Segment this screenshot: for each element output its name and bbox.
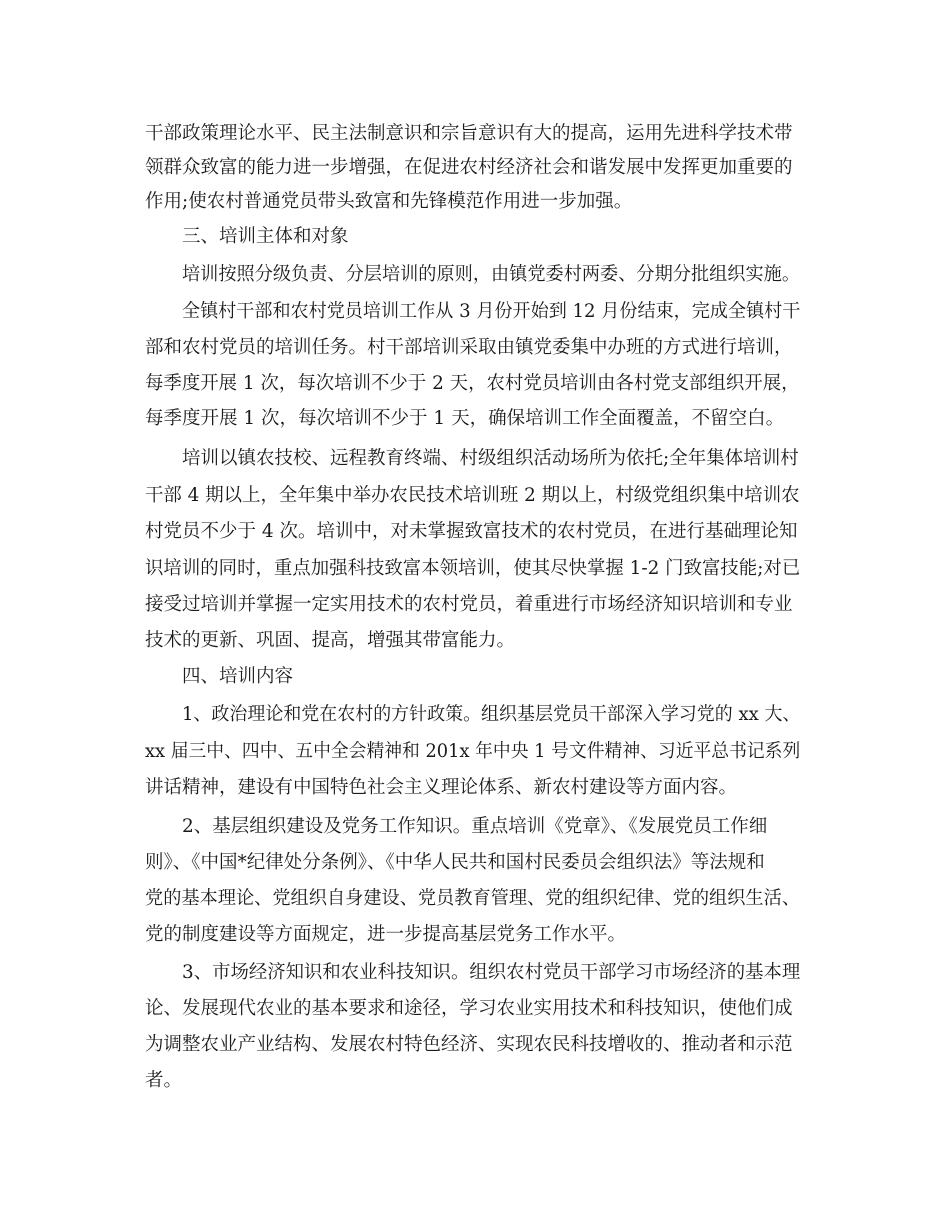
body-text-line: 培训按照分级负责、分层培训的原则，由镇党委村两委、分期分批组织实施。 <box>182 264 801 285</box>
body-text-line: 作用;使农村普通党员带头致富和先锋模范作用进一步加强。 <box>145 191 633 212</box>
body-text-line: 全镇村干部和农村党员培训工作从 3 月份开始到 12 月份结束，完成全镇村干 <box>182 301 801 322</box>
body-text-line: 1、政治理论和党在农村的方针政策。组织基层党员干部深入学习党的 xx 大、 <box>182 704 801 725</box>
body-text-line: 培训以镇农技校、远程教育终端、村级组织活动场所为依托;全年集体培训村 <box>182 448 799 469</box>
body-text-line: 党的基本理论、党组织自身建设、党员教育管理、党的组织纪律、党的组织生活、 <box>145 888 801 909</box>
body-text-line: 则》、《中国*纪律处分条例》、《中华人民共和国村民委员会组织法》等法规和 <box>145 852 765 873</box>
body-text-line: 干部政策理论水平、民主法制意识和宗旨意识有大的提高，运用先进科学技术带 <box>145 123 793 144</box>
body-text-line: 领群众致富的能力进一步增强，在促进农村经济社会和谐发展中发挥更加重要的 <box>145 157 793 178</box>
body-text-line: 技术的更新、巩固、提高，增强其带富能力。 <box>145 630 516 651</box>
body-text-line: 部和农村党员的培训任务。村干部培训采取由镇党委集中办班的方式进行培训， <box>145 337 793 358</box>
body-text-line: 讲话精神，建设有中国特色社会主义理论体系、新农村建设等方面内容。 <box>145 777 738 798</box>
body-text-line: 村党员不少于 4 次。培训中，对未掌握致富技术的农村党员，在进行基础理论知 <box>145 521 798 542</box>
body-text-line: 每季度开展 1 次，每次培训不少于 1 天，确保培训工作全面覆盖，不留空白。 <box>145 408 785 429</box>
section-heading: 四、培训内容 <box>182 666 294 687</box>
body-text-line: 接受过培训并掌握一定实用技术的农村党员，着重进行市场经济知识培训和专业 <box>145 594 793 615</box>
body-text-line: xx 届三中、四中、五中全会精神和 201x 年中央 1 号文件精神、习近平总书记系列 <box>145 741 801 762</box>
body-text-line: 为调整农业产业结构、发展农村特色经济、实现农民科技增收的、推动者和示范 <box>145 1034 793 1055</box>
body-text-line: 识培训的同时，重点加强科技致富本领培训，使其尽快掌握 1-2 门致富技能;对已 <box>145 558 801 579</box>
body-text-line: 党的制度建设等方面规定，进一步提高基层党务工作水平。 <box>145 924 627 945</box>
section-heading: 三、培训主体和对象 <box>182 226 349 247</box>
body-text-line: 干部 4 期以上，全年集中举办农民技术培训班 2 期以上，村级党组织集中培训农 <box>145 485 800 506</box>
body-text-line: 论、发展现代农业的基本要求和途径，学习农业实用技术和科技知识，使他们成 <box>145 998 793 1019</box>
body-text-line: 者。 <box>145 1070 183 1091</box>
body-text-line: 2、基层组织建设及党务工作知识。重点培训《党章》、《发展党员工作细 <box>182 816 768 837</box>
body-text-line: 每季度开展 1 次，每次培训不少于 2 天，农村党员培训由各村党支部组织开展， <box>145 373 800 394</box>
body-text-line: 3、市场经济知识和农业科技知识。组织农村党员干部学习市场经济的基本理 <box>182 962 801 983</box>
